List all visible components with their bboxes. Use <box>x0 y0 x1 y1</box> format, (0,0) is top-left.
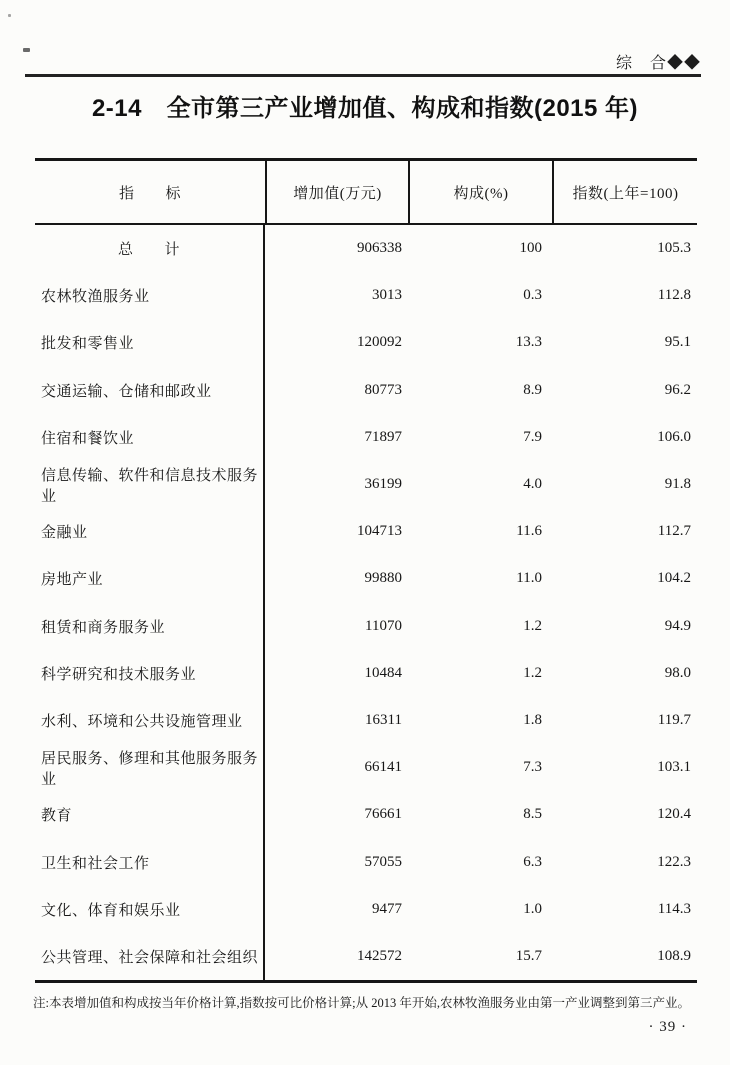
added-value-cell: 142572 <box>357 947 402 964</box>
added-value-cell: 906338 <box>357 240 402 257</box>
added-value-cell: 71897 <box>364 428 402 445</box>
added-value-cell: 76661 <box>364 806 402 823</box>
composition-cell: 11.6 <box>516 523 542 540</box>
composition-cell: 11.0 <box>516 570 542 587</box>
index-cell: 112.8 <box>657 287 691 304</box>
indicator-cell: 科学研究和技术服务业 <box>35 650 265 697</box>
table-footnote: 注:本表增加值和构成按当年价格计算,指数按可比价格计算;从 2013 年开始,农林牧渔服务业由第一产业调整到第三产业。 <box>33 996 690 1010</box>
added-value-cell: 10484 <box>364 664 402 681</box>
indicator-cell: 房地产业 <box>35 555 265 602</box>
index-cell: 106.0 <box>657 428 691 445</box>
page-title: 2-14 全市第三产业增加值、构成和指数(2015 年) <box>91 95 639 122</box>
table-body <box>35 225 697 980</box>
index-cell: 119.7 <box>657 711 691 728</box>
composition-cell: 8.5 <box>523 806 542 823</box>
index-cell: 120.4 <box>657 806 691 823</box>
composition-cell: 4.0 <box>523 476 542 493</box>
composition-cell: 1.2 <box>523 664 542 681</box>
added-value-cell: 11070 <box>365 617 402 634</box>
table-row <box>35 367 697 414</box>
added-value-cell: 3013 <box>372 287 402 304</box>
page-number: · 39 · <box>648 1019 687 1035</box>
table-row <box>35 225 697 272</box>
scan-artifact-speck <box>8 14 11 17</box>
composition-cell: 13.3 <box>515 334 542 351</box>
table-row <box>35 555 697 602</box>
composition-cell: 1.8 <box>523 711 542 728</box>
table-row <box>35 697 697 744</box>
index-cell: 91.8 <box>664 476 691 493</box>
indicator-cell: 租赁和商务服务业 <box>35 603 265 650</box>
column-header-added-value: 增加值(万元) <box>265 161 408 223</box>
table-row <box>35 603 697 650</box>
indicator-cell: 文化、体育和娱乐业 <box>35 886 265 933</box>
composition-cell: 8.9 <box>523 381 542 398</box>
added-value-cell: 57055 <box>364 853 402 870</box>
column-header-indicator: 指 标 <box>118 185 181 202</box>
table-row <box>35 744 697 791</box>
index-cell: 122.3 <box>657 853 691 870</box>
composition-cell: 6.3 <box>523 853 542 870</box>
added-value-cell: 16311 <box>365 711 402 728</box>
table-row <box>35 461 697 508</box>
composition-cell: 1.2 <box>523 617 542 634</box>
index-cell: 108.9 <box>657 947 691 964</box>
table-header-row <box>35 161 697 225</box>
added-value-cell: 120092 <box>357 334 402 351</box>
indicator-cell: 交通运输、仓储和邮政业 <box>35 367 265 414</box>
header-rule <box>25 74 701 77</box>
table-row <box>35 319 697 366</box>
scan-artifact-speck <box>23 48 30 52</box>
composition-cell: 100 <box>519 240 542 257</box>
added-value-cell: 80773 <box>364 381 402 398</box>
added-value-cell: 104713 <box>357 523 402 540</box>
indicator-cell: 农林牧渔服务业 <box>35 272 265 319</box>
index-cell: 112.7 <box>657 523 691 540</box>
index-cell: 98.0 <box>664 664 691 681</box>
statistics-table <box>35 158 697 983</box>
index-cell: 95.1 <box>664 334 691 351</box>
added-value-cell: 66141 <box>364 759 402 776</box>
composition-cell: 7.9 <box>523 428 542 445</box>
composition-cell: 0.3 <box>523 287 542 304</box>
indicator-cell: 金融业 <box>35 508 265 555</box>
composition-cell: 1.0 <box>523 900 542 917</box>
indicator-cell: 居民服务、修理和其他服务服务业 <box>35 744 265 791</box>
indicator-cell: 总 计 <box>35 225 265 272</box>
indicator-cell: 教育 <box>35 791 265 838</box>
composition-cell: 15.7 <box>515 947 542 964</box>
index-cell: 105.3 <box>657 240 691 257</box>
section-tag: 综 合◆◆ <box>615 55 701 72</box>
table-row <box>35 886 697 933</box>
index-cell: 94.9 <box>664 617 691 634</box>
indicator-cell: 住宿和餐饮业 <box>35 414 265 461</box>
indicator-cell: 卫生和社会工作 <box>35 838 265 885</box>
composition-cell: 7.3 <box>523 759 542 776</box>
indicator-cell: 水利、环境和公共设施管理业 <box>35 697 265 744</box>
added-value-cell: 99880 <box>364 570 402 587</box>
index-cell: 103.1 <box>657 759 691 776</box>
indicator-cell: 批发和零售业 <box>35 319 265 366</box>
index-cell: 114.3 <box>657 900 691 917</box>
indicator-cell: 信息传输、软件和信息技术服务业 <box>35 461 265 508</box>
table-row <box>35 414 697 461</box>
table-row <box>35 508 697 555</box>
column-header-composition: 构成(%) <box>408 161 552 223</box>
indicator-cell: 公共管理、社会保障和社会组织 <box>35 933 265 980</box>
table-row <box>35 838 697 885</box>
table-row <box>35 791 697 838</box>
index-cell: 104.2 <box>657 570 691 587</box>
index-cell: 96.2 <box>664 381 691 398</box>
added-value-cell: 9477 <box>372 900 402 917</box>
table-row <box>35 272 697 319</box>
added-value-cell: 36199 <box>364 476 402 493</box>
table-row <box>35 933 697 980</box>
table-row <box>35 650 697 697</box>
column-header-index: 指数(上年=100) <box>552 161 697 223</box>
